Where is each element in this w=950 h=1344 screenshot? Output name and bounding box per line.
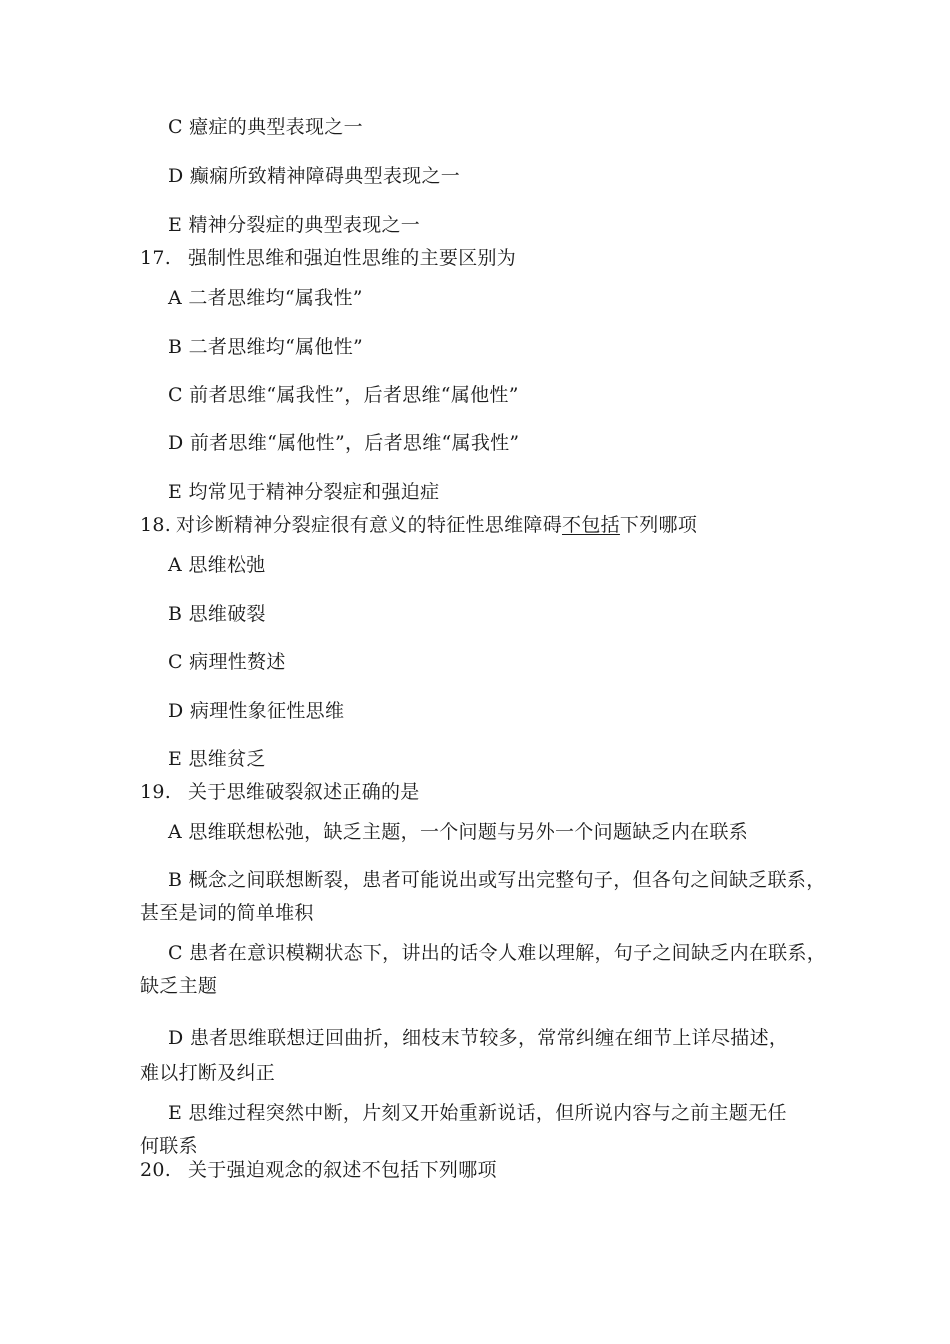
option-a: A 思维联想松弛，缺乏主题，一个问题与另外一个问题缺乏内在联系	[168, 821, 749, 843]
option-b: B 二者思维均“属他性”	[168, 336, 364, 358]
option-c: C 前者思维“属我性”，后者思维“属他性”	[168, 384, 519, 406]
question-text: 对诊断精神分裂症很有意义的特征性思维障碍	[176, 514, 563, 536]
question-18	[140, 514, 697, 536]
question-19	[140, 781, 420, 803]
question-number: 18.	[140, 514, 172, 536]
option-e: E 思维过程突然中断，片刻又开始重新说话，但所说内容与之前主题无任	[168, 1102, 787, 1124]
option-a: A 二者思维均“属我性”	[168, 287, 363, 309]
option-c: C 病理性赘述	[168, 651, 286, 673]
option-e: E 思维贫乏	[168, 748, 266, 770]
option-b: B 概念之间联想断裂，患者可能说出或写出完整句子，但各句之间缺乏联系，	[168, 869, 826, 891]
option-e: E 均常见于精神分裂症和强迫症	[168, 481, 440, 503]
option-c: C 患者在意识模糊状态下，讲出的话令人难以理解，句子之间缺乏内在联系，	[168, 942, 827, 964]
option-d-continued: 难以打断及纠正	[140, 1062, 276, 1084]
option-e-continued: 何联系	[140, 1135, 198, 1157]
option-b: B 思维破裂	[168, 603, 266, 625]
option-d: D 病理性象征性思维	[168, 700, 345, 722]
option-a: A 思维松弛	[168, 554, 266, 576]
question-20	[140, 1159, 497, 1181]
option-e: E 精神分裂症的典型表现之一	[168, 214, 421, 236]
emphasis-underline: 不包括	[562, 514, 620, 536]
option-c: C 癔症的典型表现之一	[168, 116, 363, 138]
option-c-continued: 缺乏主题	[140, 975, 218, 997]
option-d: D 癫痫所致精神障碍典型表现之一	[168, 165, 461, 187]
question-text-end: 下列哪项	[619, 514, 698, 536]
option-d: D 患者思维联想迂回曲折，细枝末节较多，常常纠缠在细节上详尽描述，	[168, 1027, 789, 1049]
question-17	[140, 247, 516, 269]
question-number: 17.	[140, 247, 172, 269]
option-d: D 前者思维“属他性”，后者思维“属我性”	[168, 432, 520, 454]
question-text: 关于思维破裂叙述正确的是	[188, 781, 420, 803]
question-text: 关于强迫观念的叙述不包括下列哪项	[188, 1159, 497, 1181]
option-b-continued: 甚至是词的简单堆积	[140, 902, 314, 924]
question-number: 20.	[140, 1159, 172, 1181]
question-text: 强制性思维和强迫性思维的主要区别为	[188, 247, 517, 269]
question-number: 19.	[140, 781, 172, 803]
